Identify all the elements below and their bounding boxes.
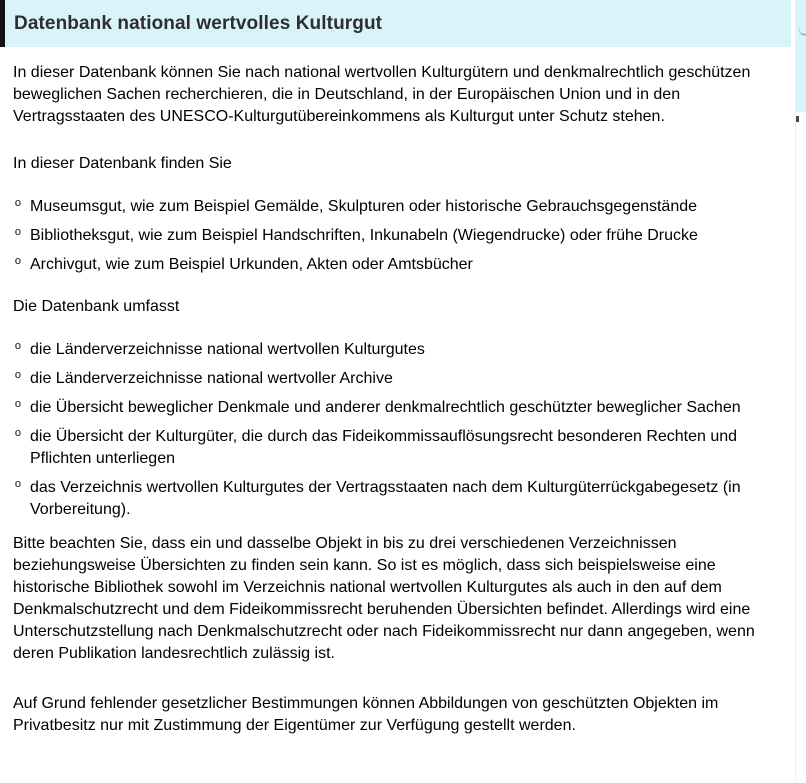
list-item-text: Archivgut, wie zum Beispiel Urkunden, Akten oder Amtsbücher bbox=[30, 256, 473, 273]
circle-bullet-icon: º bbox=[15, 399, 21, 416]
intro-paragraph: In dieser Datenbank können Sie nach national wertvollen Kulturgütern und denkmalrechtlich geschützen beweglichen Sachen recherchieren, die in Deutschland, in der Europäischen Union und in den Vertragsstaaten des UNESCO-Kulturgutübereinkommens als Kulturgut unter Schutz stehen. bbox=[13, 64, 751, 125]
page-title: Datenbank national wertvolles Kulturgut bbox=[14, 12, 383, 34]
find-section-list bbox=[13, 196, 785, 276]
cutoff-text-fragment bbox=[796, 116, 799, 122]
list-item-text: Museumsgut, wie zum Beispiel Gemälde, Skulpturen oder historische Gebrauchsgegenstände bbox=[30, 198, 698, 215]
list-item-text: das Verzeichnis wertvollen Kulturgutes der Vertragsstaaten nach dem Kulturgüterrückgabegesetz (in Vorbereitung). bbox=[30, 479, 741, 518]
circle-bullet-icon: º bbox=[15, 227, 21, 244]
list-item bbox=[13, 225, 785, 247]
list-item-text: Bibliotheksgut, wie zum Beispiel Handschriften, Inkunabeln (Wiegendrucke) oder frühe Drucke bbox=[30, 227, 698, 244]
header-band bbox=[0, 0, 791, 47]
list-item bbox=[13, 339, 785, 361]
adjacent-header-edge bbox=[796, 0, 806, 112]
circle-bullet-icon: º bbox=[15, 479, 21, 496]
content-area bbox=[0, 47, 791, 737]
circle-bullet-icon: º bbox=[15, 256, 21, 273]
note-private-images: Auf Grund fehlender gesetzlicher Bestimmungen können Abbildungen von geschützten Objekten im Privatbesitz nur mit Zustimmung der Eigentümer zur Verfügung gestellt werden. bbox=[13, 695, 719, 734]
list-item bbox=[13, 196, 785, 218]
list-item-text: die Länderverzeichnisse national wertvoller Archive bbox=[30, 370, 393, 387]
adjacent-column-edge bbox=[795, 0, 806, 783]
contains-section-heading: Die Datenbank umfasst bbox=[13, 298, 180, 315]
list-item bbox=[13, 368, 785, 390]
circle-bullet-icon: º bbox=[15, 341, 21, 358]
list-item-text: die Übersicht beweglicher Denkmale und anderer denkmalrechtlich geschützter beweglicher Sachen bbox=[30, 399, 741, 416]
contains-section-list bbox=[13, 339, 785, 521]
circle-bullet-icon: º bbox=[15, 370, 21, 387]
list-item bbox=[13, 254, 785, 276]
note-multiple-listings: Bitte beachten Sie, dass ein und dasselbe Objekt in bis zu drei verschiedenen Verzeichnissen beziehungsweise Übersichten zu finden sein kann. So ist es möglich, dass sich beispielsweise eine historische Bibliothek sowohl im Verzeichnis national wertvollen Kulturgutes als auch in den auf dem Denkmalschutzrecht und dem Fideikommissrecht beruhenden Übersichten befindet. Allerdings wird eine Unterschutzstellung nach Denkmalschutzrecht oder nach Fideikommissrecht nur dann angegeben, wenn deren Publikation landesrechtlich zulässig ist. bbox=[13, 535, 755, 662]
circle-bullet-icon: º bbox=[15, 198, 21, 215]
list-item-text: die Länderverzeichnisse national wertvollen Kulturgutes bbox=[30, 341, 425, 358]
list-item bbox=[13, 397, 785, 419]
list-item bbox=[13, 477, 785, 521]
list-item-text: die Übersicht der Kulturgüter, die durch das Fideikommissauflösungsrecht besonderen Rechten und Pflichten unterliegen bbox=[30, 428, 738, 467]
list-item bbox=[13, 426, 785, 470]
circle-bullet-icon: º bbox=[15, 428, 21, 445]
find-section-heading: In dieser Datenbank finden Sie bbox=[13, 155, 232, 172]
